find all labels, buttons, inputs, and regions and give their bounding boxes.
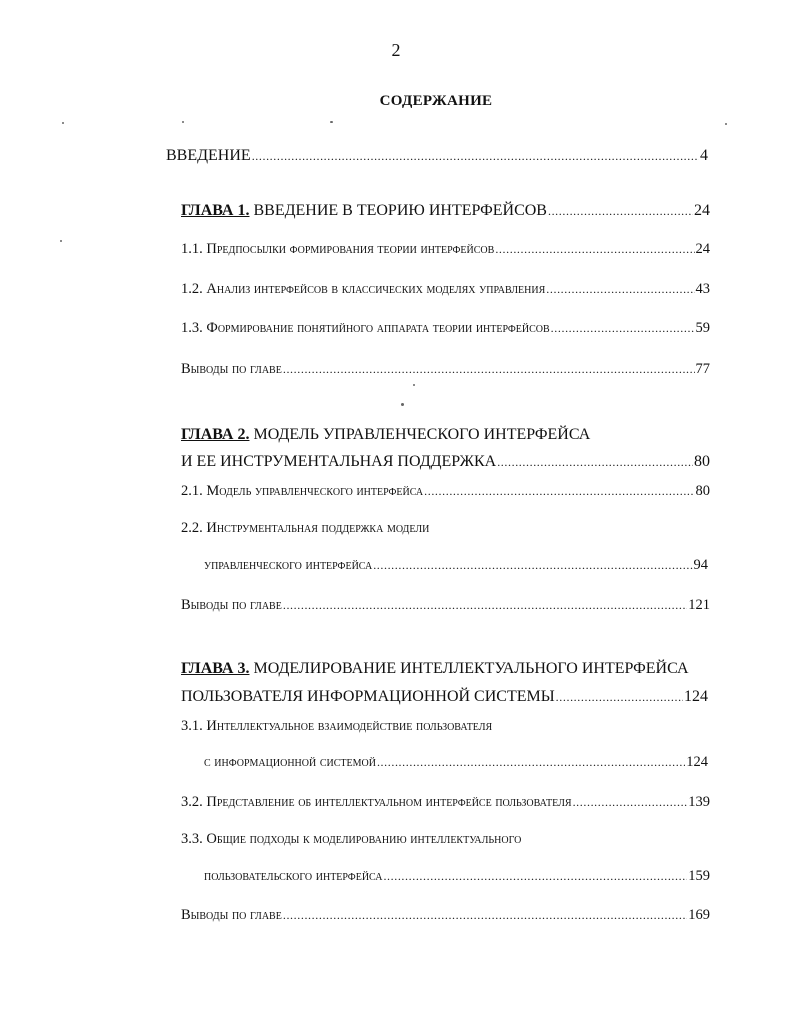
toc-entry-3-2 xyxy=(181,794,710,811)
toc-entry-chapter-3-title xyxy=(181,660,689,678)
entry-page: 159 xyxy=(688,868,710,884)
toc-entry-introduction xyxy=(166,147,708,165)
dot-leader xyxy=(252,149,699,164)
dot-leader xyxy=(551,321,695,336)
dot-leader xyxy=(556,690,683,705)
scan-speck xyxy=(725,123,727,125)
toc-entry-1-2 xyxy=(181,281,710,298)
chapter-number: ГЛАВА 2. xyxy=(181,426,250,443)
scan-speck xyxy=(413,384,415,386)
page-number: 2 xyxy=(391,40,401,60)
toc-entry-conclusions-2 xyxy=(181,597,710,614)
toc-entry-2-2-title xyxy=(181,520,429,537)
entry-page: 24 xyxy=(695,241,710,257)
dot-leader xyxy=(283,908,687,923)
entry-label: с информационной системой xyxy=(204,754,376,770)
entry-page: 94 xyxy=(693,557,708,573)
entry-label: 1.3. Формирование понятийного аппарата теории интерфейсов xyxy=(181,320,550,336)
toc-entry-1-1 xyxy=(181,241,710,258)
entry-page: 77 xyxy=(695,361,710,377)
dot-leader xyxy=(497,455,693,470)
entry-label: управленческого интерфейса xyxy=(204,557,373,573)
scan-speck xyxy=(60,240,62,242)
entry-label xyxy=(181,202,547,220)
dot-leader xyxy=(548,204,693,219)
dot-leader xyxy=(546,282,694,297)
toc-entry-1-3 xyxy=(181,320,710,337)
entry-page: 124 xyxy=(684,688,708,705)
chapter-title: МОДЕЛИРОВАНИЕ ИНТЕЛЛЕКТУАЛЬНОГО ИНТЕРФЕЙСА xyxy=(249,660,689,677)
entry-label: 3.1. Интеллектуальное взаимодействие пользователя xyxy=(181,718,493,734)
toc-title: СОДЕРЖАНИЕ xyxy=(379,93,493,109)
entry-label: ПОЛЬЗОВАТЕЛЯ ИНФОРМАЦИОННОЙ СИСТЕМЫ xyxy=(181,688,555,705)
entry-label: 2.1. Модель управленческого интерфейса xyxy=(181,483,424,499)
entry-page: 43 xyxy=(695,281,710,297)
toc-entry-conclusions-1 xyxy=(181,361,710,378)
dot-leader xyxy=(424,484,694,499)
toc-entry-3-1-title xyxy=(181,718,492,735)
entry-page: 80 xyxy=(695,483,710,499)
entry-page: 139 xyxy=(688,794,710,810)
entry-label: 3.3. Общие подходы к моделированию интеллектуального xyxy=(181,831,522,847)
dot-leader xyxy=(283,598,687,613)
toc-entry-chapter-2-title xyxy=(181,426,590,444)
entry-label: 1.1. Предпосылки формирования теории интерфейсов xyxy=(181,241,495,257)
entry-label: Выводы по главе xyxy=(181,361,282,377)
scan-speck xyxy=(330,121,333,123)
entry-label: 1.2. Анализ интерфейсов в классических моделях управления xyxy=(181,281,546,297)
toc-entry-chapter-3 xyxy=(181,688,708,706)
toc-entry-3-3 xyxy=(204,868,710,885)
entry-page: 80 xyxy=(694,453,710,470)
toc-entry-3-3-title xyxy=(181,831,521,848)
entry-page: 169 xyxy=(688,907,710,923)
entry-label: 3.2. Представление об интеллектуальном интерфейсе пользователя xyxy=(181,794,572,810)
entry-label: Выводы по главе xyxy=(181,597,282,613)
dot-leader xyxy=(283,362,695,377)
toc-entry-conclusions-3 xyxy=(181,907,710,924)
scan-speck xyxy=(62,122,64,124)
chapter-title: ВВЕДЕНИЕ В ТЕОРИЮ ИНТЕРФЕЙСОВ xyxy=(249,202,547,219)
toc-entry-chapter-1 xyxy=(181,202,710,220)
toc-entry-2-1 xyxy=(181,483,710,500)
entry-label: Выводы по главе xyxy=(181,907,282,923)
toc-entry-3-1 xyxy=(204,754,708,771)
toc-entry-chapter-2 xyxy=(181,453,710,471)
entry-label: пользовательского интерфейса xyxy=(204,868,383,884)
entry-label: 2.2. Инструментальная поддержка модели xyxy=(181,520,430,536)
entry-page: 59 xyxy=(695,320,710,336)
entry-page: 124 xyxy=(686,754,708,770)
scan-speck xyxy=(182,121,184,123)
entry-label: И ЕЕ ИНСТРУМЕНТАЛЬНАЯ ПОДДЕРЖКА xyxy=(181,453,497,470)
chapter-number: ГЛАВА 3. xyxy=(181,660,250,677)
entry-label: ВВЕДЕНИЕ xyxy=(166,147,251,164)
dot-leader xyxy=(373,558,692,573)
dot-leader xyxy=(377,755,685,770)
chapter-number: ГЛАВА 1. xyxy=(181,202,250,219)
dot-leader xyxy=(495,242,694,257)
entry-page: 24 xyxy=(694,202,710,219)
entry-page: 121 xyxy=(688,597,710,613)
dot-leader xyxy=(573,795,688,810)
scan-speck xyxy=(401,403,404,406)
dot-leader xyxy=(383,869,687,884)
toc-entry-2-2 xyxy=(204,557,708,574)
chapter-title: МОДЕЛЬ УПРАВЛЕНЧЕСКОГО ИНТЕРФЕЙСА xyxy=(249,426,591,443)
entry-page: 4 xyxy=(700,147,708,164)
